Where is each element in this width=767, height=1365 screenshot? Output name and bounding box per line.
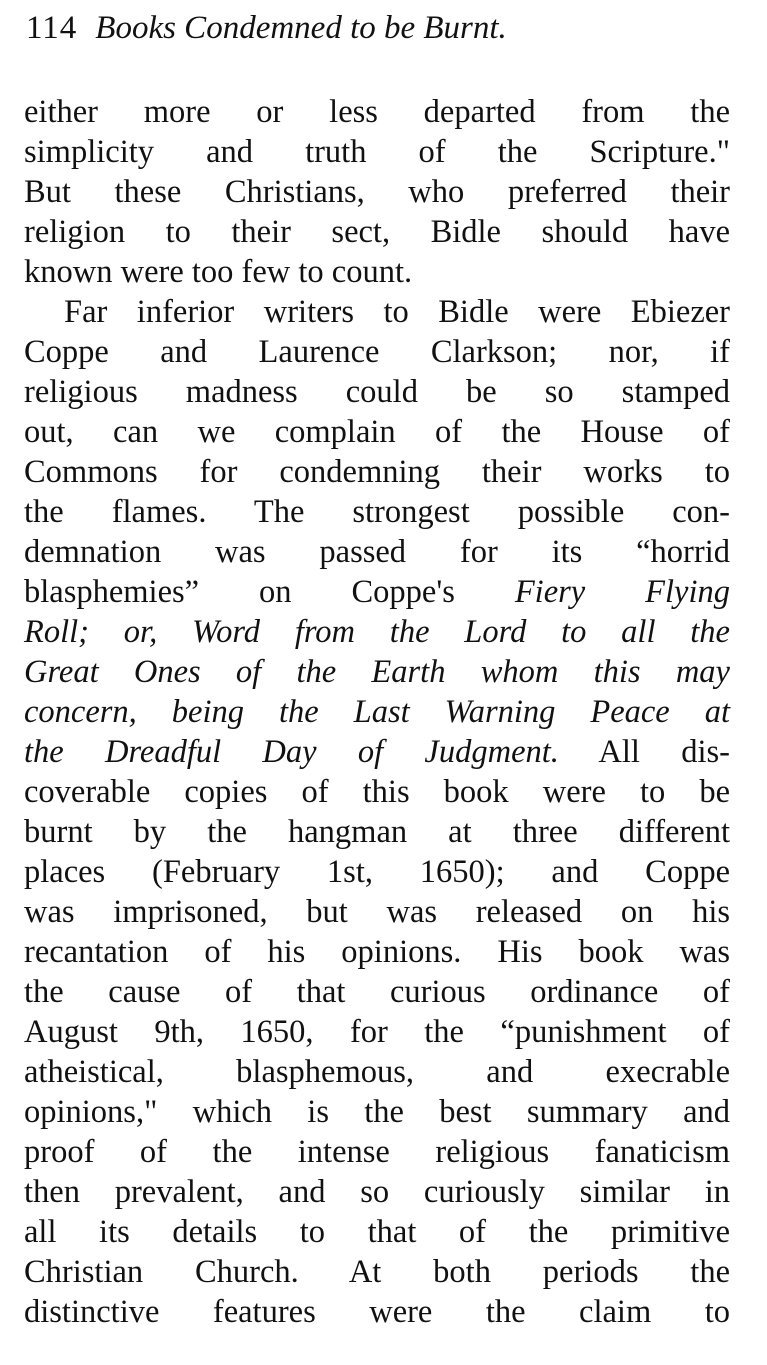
text-line xyxy=(24,1052,730,1092)
line-text: all its details to that of the primitive xyxy=(24,1214,730,1250)
text-line xyxy=(24,692,730,732)
line-text: religion to their sect, Bidle should have xyxy=(24,214,730,250)
line-text: Far inferior writers to Bidle were Ebiezer xyxy=(64,294,730,330)
text-line xyxy=(24,732,730,772)
text-line xyxy=(24,812,730,852)
line-text: places (February 1st, 1650); and Coppe xyxy=(24,854,730,890)
text-line xyxy=(24,292,730,332)
line-text: All dis- xyxy=(558,734,730,770)
italic-title-text: Fiery Flying xyxy=(514,574,730,610)
line-text: Christian Church. At both periods the xyxy=(24,1254,730,1290)
text-line xyxy=(24,772,730,812)
line-text: burnt by the hangman at three different xyxy=(24,814,730,850)
text-line xyxy=(24,652,730,692)
line-text: then prevalent, and so curiously similar in xyxy=(24,1174,730,1210)
line-text: Commons for condemning their works to xyxy=(24,454,730,490)
text-line xyxy=(24,1092,730,1132)
text-line xyxy=(24,972,730,1012)
text-line xyxy=(24,932,730,972)
text-line xyxy=(24,452,730,492)
page-header xyxy=(26,10,507,54)
text-line xyxy=(24,1172,730,1212)
italic-title-text: Great Ones of the Earth whom this may xyxy=(24,654,730,690)
text-line xyxy=(24,1212,730,1252)
text-line xyxy=(24,332,730,372)
text-line xyxy=(24,212,730,252)
line-text: atheistical, blasphemous, and execrable xyxy=(24,1054,730,1090)
line-text: was imprisoned, but was released on his xyxy=(24,894,730,930)
line-text: either more or less departed from the xyxy=(24,94,730,130)
text-line xyxy=(24,172,730,212)
line-text: out, can we complain of the House of xyxy=(24,414,730,450)
line-text: the flames. The strongest possible con- xyxy=(24,494,730,530)
text-line xyxy=(24,412,730,452)
line-text: simplicity and truth of the Scripture." xyxy=(24,134,730,170)
line-text: opinions," which is the best summary and xyxy=(24,1094,730,1130)
text-line xyxy=(24,1252,730,1292)
line-text: distinctive features were the claim to xyxy=(24,1294,730,1330)
line-text: the cause of that curious ordinance of xyxy=(24,974,730,1010)
text-line xyxy=(24,1132,730,1172)
text-line xyxy=(24,1292,730,1332)
line-text: demnation was passed for its “horrid xyxy=(24,534,730,570)
text-line xyxy=(24,492,730,532)
text-line xyxy=(24,372,730,412)
line-text: religious madness could be so stamped xyxy=(24,374,730,410)
line-text: But these Christians, who preferred their xyxy=(24,174,730,210)
line-text: proof of the intense religious fanaticism xyxy=(24,1134,730,1170)
body-text xyxy=(24,92,730,1332)
text-line xyxy=(24,852,730,892)
text-line xyxy=(24,252,730,292)
text-line xyxy=(24,132,730,172)
italic-title-text: Roll; or, Word from the Lord to all the xyxy=(24,614,730,650)
text-line xyxy=(24,1012,730,1052)
text-line xyxy=(24,612,730,652)
text-line xyxy=(24,572,730,612)
line-text: recantation of his opinions. His book was xyxy=(24,934,730,970)
text-line xyxy=(24,892,730,932)
italic-title-text: the Dreadful Day of Judgment. xyxy=(24,734,559,770)
line-text: August 9th, 1650, for the “punishment of xyxy=(24,1014,730,1050)
text-line xyxy=(24,532,730,572)
text-line xyxy=(24,92,730,132)
line-text: known were too few to count. xyxy=(24,254,413,290)
line-text: coverable copies of this book were to be xyxy=(24,774,730,810)
line-text: Coppe and Laurence Clarkson; nor, if xyxy=(24,334,730,370)
page-number: 114 xyxy=(26,10,78,46)
italic-title-text: concern, being the Last Warning Peace at xyxy=(24,694,730,730)
running-title: Books Condemned to be Burnt. xyxy=(95,10,507,46)
line-text: blasphemies” on Coppe's xyxy=(24,574,515,610)
